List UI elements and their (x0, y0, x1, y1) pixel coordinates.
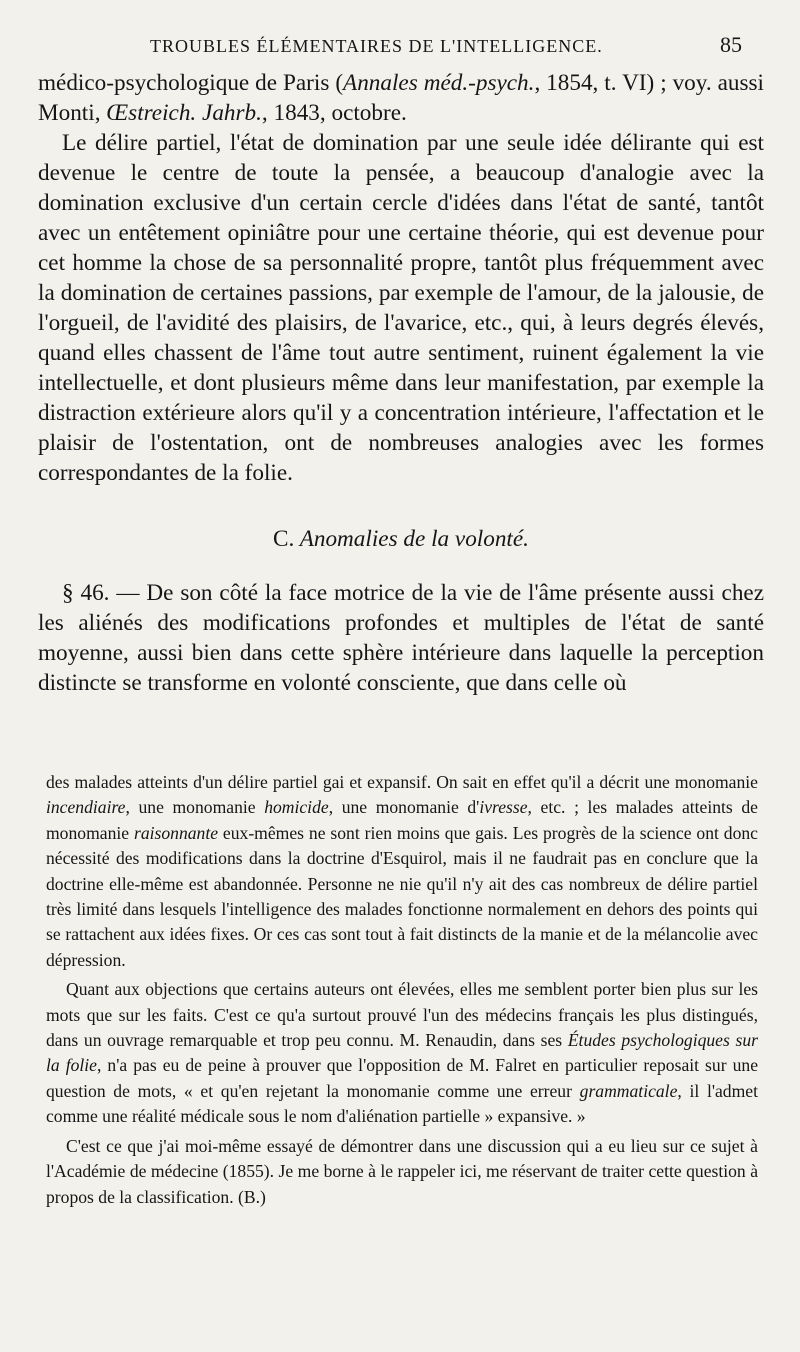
section-heading (38, 524, 764, 554)
page-header (40, 32, 750, 62)
footnote-paragraph-1: des malades atteints d'un délire partiel gai et expansif. On sait en effet qu'il a décrit une monomanie incendiaire, une monomanie homicide, une monomanie d'ivresse, etc. ; les malades atteints de monomanie raisonnante eux-mêmes ne sont rien moins que gais. Les progrès de la science ont donc nécessité des modifications dans la doctrine d'Esquirol, mais il ne faudrait pas en conclure que la doctrine elle-même est abandonnée. Personne ne nie qu'il n'y ait des cas nombreux de délire partiel très limité dans lesquels l'intelligence des malades fonctionne normalement en dehors des points qui se rattachent aux idées fixes. Or ces cas sont tout à fait distincts de la manie et de la mélancolie avec dépression. (46, 772, 758, 970)
footnote-paragraph-3: C'est ce que j'ai moi-même essayé de démontrer dans une discussion qui a eu lieu sur ce sujet à l'Académie de médecine (1855). Je me borne à le rappeler ici, me réservant de traiter cette question à propos de la classification. (B.) (46, 1135, 758, 1207)
main-text (38, 68, 764, 698)
paragraph-delire-partiel: Le délire partiel, l'état de domination par une seule idée délirante qui est devenue le centre de toute la pensée, a beaucoup d'analogie avec la domination exclusive d'un certain cercle d'idées dans l'état de santé, tantôt avec un entêtement opiniâtre pour une certaine théorie, qui est devenue pour cet homme la chose de sa personnalité propre, tantôt plus fréquemment avec la domination de certaines passions, par exemple de l'amour, de la jalousie, de l'orgueil, de l'avidité des plaisirs, de l'avarice, etc., qui, à leurs degrés élevés, quand elles chassent de l'âme tout autre sentiment, ruinent également la vie intellectuelle, et dont plusieurs même dans leur manifestation, par exemple la distraction extérieure alors qu'il y a concentration intérieure, l'affectation et le plaisir de l'ostentation, ont de nombreuses analogies avec les formes correspondantes de la folie. (38, 130, 764, 486)
paragraph-section-46: § 46. — De son côté la face motrice de la vie de l'âme présente aussi chez les aliénés des modifications profondes et multiples de l'état de santé moyenne, aussi bien dans cette sphère intérieure dans laquelle la perception distincte se transforme en volonté consciente, que dans celle où (38, 580, 764, 696)
footnotes (46, 770, 758, 1210)
section-letter: C. (273, 526, 295, 552)
section-title: Anomalies de la volonté. (299, 526, 529, 552)
running-title: TROUBLES ÉLÉMENTAIRES DE L'INTELLIGENCE. (150, 36, 603, 56)
footnote-paragraph-2: Quant aux objections que certains auteurs ont élevées, elles me semblent porter bien plus sur les mots que sur les faits. C'est ce qu'a surtout prouvé l'un des médecins français les plus distingués, dans un ouvrage remarquable et trop peu connu. M. Renaudin, dans ses Études psychologiques sur la folie, n'a pas eu de peine à prouver que l'opposition de M. Falret en particulier reposait sur une question de mots, « et qu'en rejetant la monomanie comme une erreur grammaticale, il l'admet comme une réalité médicale sous le nom d'aliénation partielle » expansive. » (46, 979, 759, 1127)
page-number: 85 (720, 32, 742, 57)
paragraph-citation: médico-psychologique de Paris (Annales méd.-psych., 1854, t. VI) ; voy. aussi Monti, Œstreich. Jahrb., 1843, octobre. (38, 70, 764, 126)
